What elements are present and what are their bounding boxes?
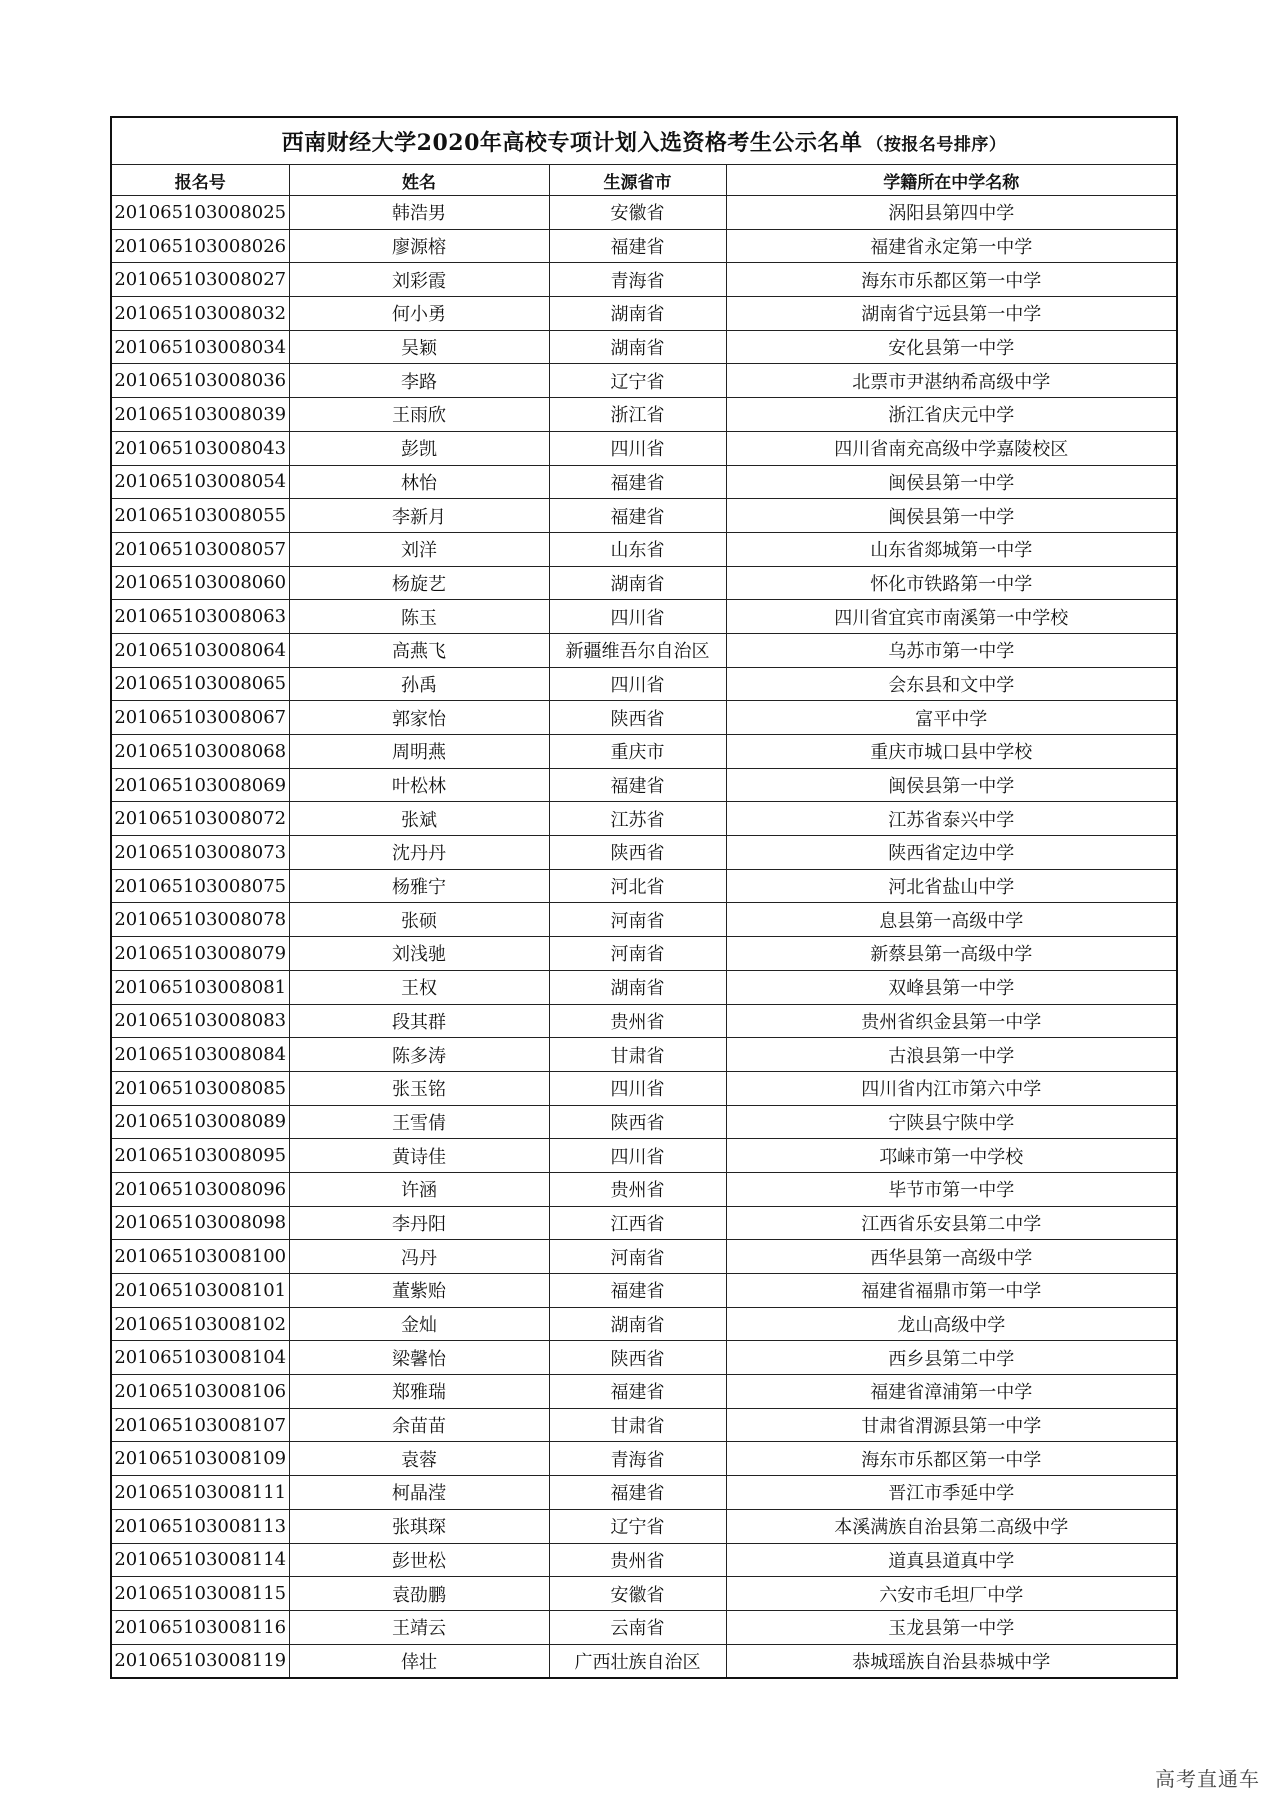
table-row [111,1240,1177,1274]
registration-number-cell: 201065103008096 [111,1172,289,1206]
province-cell: 贵州省 [549,1543,726,1577]
province-cell: 湖南省 [549,970,726,1004]
registration-number-cell: 201065103008106 [111,1375,289,1409]
registration-number-cell: 201065103008089 [111,1105,289,1139]
student-name-cell: 李丹阳 [289,1206,549,1240]
table-row [111,768,1177,802]
table-row [111,735,1177,769]
school-name-cell: 龙山高级中学 [726,1307,1177,1341]
province-cell: 四川省 [549,431,726,465]
student-name-cell: 金灿 [289,1307,549,1341]
school-name-cell: 乌苏市第一中学 [726,633,1177,667]
table-row [111,1105,1177,1139]
province-cell: 湖南省 [549,330,726,364]
school-name-cell: 本溪满族自治县第二高级中学 [726,1509,1177,1543]
table-row [111,633,1177,667]
table-row [111,566,1177,600]
student-name-cell: 沈丹丹 [289,836,549,870]
table-row [111,600,1177,634]
student-name-cell: 杨旋艺 [289,566,549,600]
province-cell: 湖南省 [549,1307,726,1341]
table-row [111,701,1177,735]
registration-number-cell: 201065103008025 [111,196,289,230]
student-name-cell: 段其群 [289,1004,549,1038]
province-cell: 云南省 [549,1610,726,1644]
table-body [111,196,1177,1679]
school-name-cell: 宁陕县宁陕中学 [726,1105,1177,1139]
table-row [111,1139,1177,1173]
registration-number-cell: 201065103008063 [111,600,289,634]
student-name-cell: 董紫贻 [289,1274,549,1308]
province-cell: 福建省 [549,768,726,802]
province-cell: 河南省 [549,903,726,937]
registration-number-cell: 201065103008115 [111,1577,289,1611]
school-name-cell: 会东县和文中学 [726,667,1177,701]
school-name-cell: 北票市尹湛纳希高级中学 [726,364,1177,398]
table-row [111,1577,1177,1611]
province-cell: 重庆市 [549,735,726,769]
student-name-cell: 郭家怡 [289,701,549,735]
province-cell: 陕西省 [549,1105,726,1139]
registration-number-cell: 201065103008054 [111,465,289,499]
province-cell: 福建省 [549,229,726,263]
student-name-cell: 高燕飞 [289,633,549,667]
province-cell: 四川省 [549,1139,726,1173]
table-row [111,229,1177,263]
province-cell: 四川省 [549,600,726,634]
registration-number-cell: 201065103008102 [111,1307,289,1341]
school-name-cell: 西乡县第二中学 [726,1341,1177,1375]
school-name-cell: 闽侯县第一中学 [726,465,1177,499]
registration-number-cell: 201065103008107 [111,1408,289,1442]
school-name-cell: 玉龙县第一中学 [726,1610,1177,1644]
registration-number-cell: 201065103008116 [111,1610,289,1644]
province-cell: 青海省 [549,263,726,297]
province-cell: 浙江省 [549,398,726,432]
registration-number-cell: 201065103008064 [111,633,289,667]
province-cell: 贵州省 [549,1172,726,1206]
column-header-registration-number: 报名号 [111,165,289,196]
column-header-school: 学籍所在中学名称 [726,165,1177,196]
registration-number-cell: 201065103008069 [111,768,289,802]
province-cell: 江西省 [549,1206,726,1240]
table-row [111,532,1177,566]
province-cell: 辽宁省 [549,1509,726,1543]
student-name-cell: 黄诗佳 [289,1139,549,1173]
school-name-cell: 四川省内江市第六中学 [726,1071,1177,1105]
school-name-cell: 六安市毛坦厂中学 [726,1577,1177,1611]
table-row [111,1476,1177,1510]
student-name-cell: 吴颖 [289,330,549,364]
school-name-cell: 江苏省泰兴中学 [726,802,1177,836]
registration-number-cell: 201065103008109 [111,1442,289,1476]
table-row [111,903,1177,937]
registration-number-cell: 201065103008119 [111,1644,289,1678]
table-row [111,1206,1177,1240]
registration-number-cell: 201065103008111 [111,1476,289,1510]
table-row [111,499,1177,533]
province-cell: 四川省 [549,1071,726,1105]
document-title-cell [111,117,1177,165]
registration-number-cell: 201065103008075 [111,869,289,903]
table-title-row [111,117,1177,165]
document-title: 西南财经大学2020年高校专项计划入选资格考生公示名单 [281,129,863,156]
student-name-cell: 刘彩霞 [289,263,549,297]
school-name-cell: 海东市乐都区第一中学 [726,263,1177,297]
province-cell: 山东省 [549,532,726,566]
student-name-cell: 柯晶滢 [289,1476,549,1510]
province-cell: 福建省 [549,499,726,533]
student-name-cell: 袁劭鹏 [289,1577,549,1611]
province-cell: 陕西省 [549,701,726,735]
school-name-cell: 恭城瑶族自治县恭城中学 [726,1644,1177,1678]
registration-number-cell: 201065103008098 [111,1206,289,1240]
school-name-cell: 陕西省定边中学 [726,836,1177,870]
province-cell: 河北省 [549,869,726,903]
registration-number-cell: 201065103008113 [111,1509,289,1543]
column-header-province: 生源省市 [549,165,726,196]
registration-number-cell: 201065103008057 [111,532,289,566]
table-row [111,1644,1177,1678]
school-name-cell: 四川省宜宾市南溪第一中学校 [726,600,1177,634]
student-name-cell: 孙禹 [289,667,549,701]
student-name-cell: 袁蓉 [289,1442,549,1476]
table-row [111,1038,1177,1072]
school-name-cell: 江西省乐安县第二中学 [726,1206,1177,1240]
registration-number-cell: 201065103008027 [111,263,289,297]
registration-number-cell: 201065103008065 [111,667,289,701]
registration-number-cell: 201065103008085 [111,1071,289,1105]
watermark-text: 高考直通车 [1155,1767,1260,1791]
student-name-cell: 韩浩男 [289,196,549,230]
school-name-cell: 福建省永定第一中学 [726,229,1177,263]
table-row [111,1543,1177,1577]
school-name-cell: 河北省盐山中学 [726,869,1177,903]
school-name-cell: 双峰县第一中学 [726,970,1177,1004]
student-name-cell: 林怡 [289,465,549,499]
student-name-cell: 陈多涛 [289,1038,549,1072]
province-cell: 福建省 [549,1476,726,1510]
registration-number-cell: 201065103008081 [111,970,289,1004]
table-row [111,1509,1177,1543]
school-name-cell: 古浪县第一中学 [726,1038,1177,1072]
province-cell: 广西壮族自治区 [549,1644,726,1678]
table-row [111,836,1177,870]
student-name-cell: 何小勇 [289,297,549,331]
school-name-cell: 福建省漳浦第一中学 [726,1375,1177,1409]
registration-number-cell: 201065103008104 [111,1341,289,1375]
table-row [111,1610,1177,1644]
table-row [111,1071,1177,1105]
school-name-cell: 息县第一高级中学 [726,903,1177,937]
column-header-name: 姓名 [289,165,549,196]
school-name-cell: 新蔡县第一高级中学 [726,937,1177,971]
student-name-cell: 许涵 [289,1172,549,1206]
student-name-cell: 王权 [289,970,549,1004]
student-name-cell: 张玉铭 [289,1071,549,1105]
registration-number-cell: 201065103008079 [111,937,289,971]
registration-number-cell: 201065103008032 [111,297,289,331]
candidate-list-table [110,116,1178,1679]
table-row [111,1274,1177,1308]
province-cell: 安徽省 [549,1577,726,1611]
registration-number-cell: 201065103008026 [111,229,289,263]
student-name-cell: 王雪倩 [289,1105,549,1139]
province-cell: 福建省 [549,465,726,499]
registration-number-cell: 201065103008084 [111,1038,289,1072]
school-name-cell: 甘肃省渭源县第一中学 [726,1408,1177,1442]
school-name-cell: 福建省福鼎市第一中学 [726,1274,1177,1308]
school-name-cell: 闽侯县第一中学 [726,499,1177,533]
province-cell: 四川省 [549,667,726,701]
table-row [111,398,1177,432]
student-name-cell: 彭凯 [289,431,549,465]
school-name-cell: 毕节市第一中学 [726,1172,1177,1206]
table-row [111,1341,1177,1375]
registration-number-cell: 201065103008072 [111,802,289,836]
table-row [111,1442,1177,1476]
student-name-cell: 张斌 [289,802,549,836]
province-cell: 陕西省 [549,1341,726,1375]
registration-number-cell: 201065103008095 [111,1139,289,1173]
school-name-cell: 海东市乐都区第一中学 [726,1442,1177,1476]
school-name-cell: 怀化市铁路第一中学 [726,566,1177,600]
school-name-cell: 西华县第一高级中学 [726,1240,1177,1274]
student-name-cell: 倖壮 [289,1644,549,1678]
school-name-cell: 涡阳县第四中学 [726,196,1177,230]
student-name-cell: 陈玉 [289,600,549,634]
school-name-cell: 闽侯县第一中学 [726,768,1177,802]
province-cell: 辽宁省 [549,364,726,398]
student-name-cell: 冯丹 [289,1240,549,1274]
table-row [111,431,1177,465]
registration-number-cell: 201065103008036 [111,364,289,398]
registration-number-cell: 201065103008034 [111,330,289,364]
table-header-row [111,165,1177,196]
table-row [111,667,1177,701]
registration-number-cell: 201065103008067 [111,701,289,735]
school-name-cell: 邛崃市第一中学校 [726,1139,1177,1173]
student-name-cell: 余苗苗 [289,1408,549,1442]
registration-number-cell: 201065103008100 [111,1240,289,1274]
document-title-note: （按报名号排序） [866,134,1007,155]
province-cell: 青海省 [549,1442,726,1476]
student-name-cell: 刘洋 [289,532,549,566]
table-row [111,465,1177,499]
province-cell: 新疆维吾尔自治区 [549,633,726,667]
table-row [111,802,1177,836]
student-name-cell: 张琪琛 [289,1509,549,1543]
table-row [111,1004,1177,1038]
student-name-cell: 郑雅瑞 [289,1375,549,1409]
student-name-cell: 张硕 [289,903,549,937]
registration-number-cell: 201065103008073 [111,836,289,870]
student-name-cell: 梁馨怡 [289,1341,549,1375]
school-name-cell: 四川省南充高级中学嘉陵校区 [726,431,1177,465]
school-name-cell: 晋江市季延中学 [726,1476,1177,1510]
school-name-cell: 山东省郯城第一中学 [726,532,1177,566]
table-row [111,364,1177,398]
student-name-cell: 李新月 [289,499,549,533]
school-name-cell: 湖南省宁远县第一中学 [726,297,1177,331]
table-row [111,330,1177,364]
student-name-cell: 王靖云 [289,1610,549,1644]
student-name-cell: 杨雅宁 [289,869,549,903]
table-row [111,1172,1177,1206]
registration-number-cell: 201065103008078 [111,903,289,937]
student-name-cell: 王雨欣 [289,398,549,432]
province-cell: 河南省 [549,937,726,971]
student-name-cell: 李路 [289,364,549,398]
student-name-cell: 叶松林 [289,768,549,802]
province-cell: 湖南省 [549,566,726,600]
province-cell: 甘肃省 [549,1408,726,1442]
registration-number-cell: 201065103008101 [111,1274,289,1308]
table-row [111,263,1177,297]
province-cell: 贵州省 [549,1004,726,1038]
registration-number-cell: 201065103008043 [111,431,289,465]
table-row [111,1408,1177,1442]
student-name-cell: 彭世松 [289,1543,549,1577]
registration-number-cell: 201065103008039 [111,398,289,432]
student-name-cell: 周明燕 [289,735,549,769]
school-name-cell: 重庆市城口县中学校 [726,735,1177,769]
school-name-cell: 道真县道真中学 [726,1543,1177,1577]
registration-number-cell: 201065103008068 [111,735,289,769]
table-row [111,937,1177,971]
registration-number-cell: 201065103008060 [111,566,289,600]
table-row [111,196,1177,230]
table-row [111,1375,1177,1409]
province-cell: 福建省 [549,1274,726,1308]
province-cell: 甘肃省 [549,1038,726,1072]
province-cell: 河南省 [549,1240,726,1274]
table-row [111,970,1177,1004]
province-cell: 江苏省 [549,802,726,836]
school-name-cell: 贵州省织金县第一中学 [726,1004,1177,1038]
province-cell: 湖南省 [549,297,726,331]
province-cell: 福建省 [549,1375,726,1409]
registration-number-cell: 201065103008055 [111,499,289,533]
table-row [111,869,1177,903]
table-row [111,1307,1177,1341]
school-name-cell: 富平中学 [726,701,1177,735]
table-row [111,297,1177,331]
province-cell: 陕西省 [549,836,726,870]
province-cell: 安徽省 [549,196,726,230]
school-name-cell: 安化县第一中学 [726,330,1177,364]
registration-number-cell: 201065103008083 [111,1004,289,1038]
school-name-cell: 浙江省庆元中学 [726,398,1177,432]
student-name-cell: 刘浅驰 [289,937,549,971]
registration-number-cell: 201065103008114 [111,1543,289,1577]
student-name-cell: 廖源榕 [289,229,549,263]
